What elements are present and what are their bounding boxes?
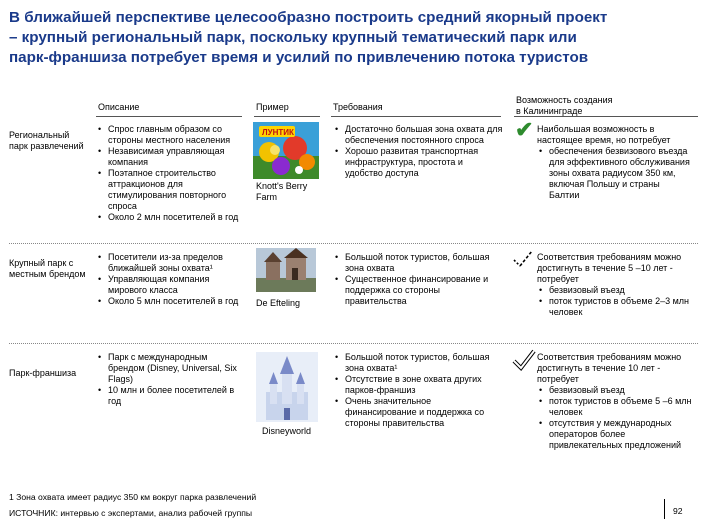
footnote: 1 Зона охвата имеет радиус 350 км вокруг парка развлечений [9, 492, 257, 502]
row3-possibility-item: • безвизовый въезд [537, 385, 692, 396]
header-underline-description [96, 116, 242, 117]
page-number-divider [664, 499, 665, 519]
header-example: Пример [256, 102, 289, 112]
row3-possibility-item: • отсутствия у международных операторов более привлекательных предложений [537, 418, 692, 451]
row3-requirement-item: • Отсутствие в зоне охвата других парков-франшиз [333, 374, 503, 396]
row1-description-item: • Независимая управляющая компания [96, 146, 246, 168]
page-title [9, 8, 699, 68]
outlined-checkmark-icon [512, 348, 536, 372]
row2-description-item: • Около 5 млн посетителей в год [96, 296, 246, 307]
row1-description-list [96, 124, 246, 223]
row2-requirements-list [333, 252, 503, 307]
row3-example-caption: Disneyworld [262, 426, 312, 436]
svg-text:ЛУНТИК: ЛУНТИК [262, 128, 294, 137]
header-underline-example [254, 116, 320, 117]
row3-possibility [537, 352, 692, 451]
row1-possibility-list [537, 146, 692, 201]
title-line-1: В ближайшей перспективе целесообразно построить средний якорный проект [9, 9, 608, 26]
row1-requirements-list [333, 124, 503, 179]
row3-requirement-item: • Очень значительное финансирование и поддержка со стороны правительства [333, 396, 503, 429]
header-description: Описание [98, 102, 140, 112]
row2-description-item: • Посетители из-за пределов ближайшей зоны охвата¹ [96, 252, 246, 274]
row1-requirement-item: • Хорошо развитая транспортная инфраструктура, простота и удобство доступа [333, 146, 503, 179]
row3-possibility-intro: Соответствия требованиям можно достигнуть в течение 10 лет - потребует [537, 352, 682, 384]
de-efteling-image [256, 248, 316, 292]
checkmark-icon: ✔ [515, 117, 534, 142]
header-underline-requirements [331, 116, 501, 117]
row2-description-list [96, 252, 246, 307]
row2-possibility-intro: Соответствия требованиям можно достигнуть в течение 5 –10 лет - потребует [537, 252, 682, 284]
row2-requirement-item: • Существенное финансирование и поддержка со стороны правительства [333, 274, 503, 307]
row1-example-caption-line-1: Knott's Berry [256, 181, 308, 191]
title-line-2: – крупный региональный парк, поскольку крупный тематический парк или [9, 29, 577, 46]
source-note: ИСТОЧНИК: интервью с экспертами, анализ рабочей группы [9, 508, 253, 518]
header-possibility-line-2: в Калининграде [516, 106, 583, 116]
row3-description-item: • 10 млн и более посетителей в год [96, 385, 246, 407]
row1-example-caption-line-2: Farm [256, 192, 277, 202]
row1-requirement-item: • Достаточно большая зона охвата для обеспечения постоянного спроса [333, 124, 503, 146]
row2-possibility-item: • безвизовый въезд [537, 285, 692, 296]
page-number: 92 [673, 506, 683, 516]
disneyworld-castle-image [256, 352, 318, 422]
title-line-3: парк-франшиза потребует время и усилий по привлечению потока туристов [9, 49, 589, 66]
header-requirements: Требования [333, 102, 383, 112]
row3-requirements-list [333, 352, 503, 429]
row3-possibility-list [537, 385, 692, 451]
row2-description-item: • Управляющая компания мирового класса [96, 274, 246, 296]
row1-description-item: • Около 2 млн посетителей в год [96, 212, 246, 223]
row2-requirement-item: • Большой поток туристов, большая зона охвата [333, 252, 503, 274]
header-underline-possibility [514, 116, 698, 117]
knotts-berry-farm-image [253, 122, 319, 179]
header-possibility-line-1: Возможность создания [516, 95, 613, 105]
row3-requirement-item: • Большой поток туристов, большая зона охвата¹ [333, 352, 503, 374]
row1-possibility-intro: Наибольшая возможность в настоящее время, но потребует [537, 124, 671, 145]
row2-example-caption: De Efteling [256, 298, 301, 308]
row-separator [9, 243, 698, 245]
row-label-regional-park: Региональный парк развлечений [9, 130, 84, 151]
partial-checkmark-icon [512, 248, 534, 270]
row1-example-caption [256, 181, 307, 203]
row1-description-item: • Поэтапное строительство аттракционов для стимулирования повторного спроса [96, 168, 246, 212]
row-label-large-local-park: Крупный парк с местным брендом [9, 258, 86, 279]
row1-possibility-item: • обеспечения безвизового въезда для эффективного обслуживания зоны охвата радиусом 350 км, включая Польшу и страны Балтии [537, 146, 692, 201]
row2-possibility-list [537, 285, 692, 318]
row3-possibility-item: • поток туристов в объеме 5 –6 млн человек [537, 396, 692, 418]
row1-description-item: • Спрос главным образом со стороны местного населения [96, 124, 246, 146]
header-possibility [516, 95, 613, 117]
row3-description-list [96, 352, 246, 407]
row3-description-item: • Парк с международным брендом (Disney, Universal, Six Flags) [96, 352, 246, 385]
row-separator [9, 343, 698, 345]
row2-possibility [537, 252, 692, 318]
row-label-franchise-park: Парк-франшиза [9, 368, 77, 378]
row1-possibility [537, 124, 692, 201]
row2-possibility-item: • поток туристов в объеме 2–3 млн человек [537, 296, 692, 318]
